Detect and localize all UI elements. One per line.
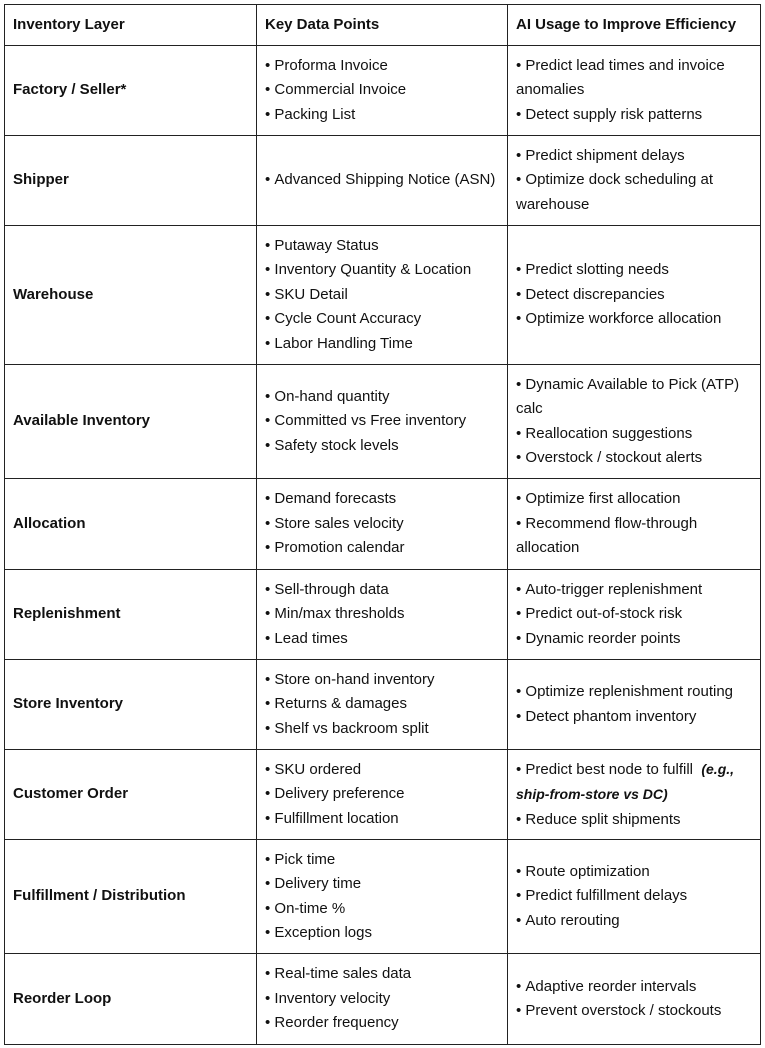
header-inventory-layer: Inventory Layer bbox=[5, 5, 257, 46]
layer-cell: Warehouse bbox=[5, 226, 257, 365]
layer-cell: Store Inventory bbox=[5, 660, 257, 750]
data-points-cell bbox=[257, 570, 508, 660]
list-item: • Committed vs Free inventory bbox=[265, 409, 499, 433]
list-item: • Auto-trigger replenishment bbox=[516, 578, 752, 602]
list-item: • Shelf vs backroom split bbox=[265, 717, 499, 741]
layer-cell: Shipper bbox=[5, 136, 257, 226]
data-points-cell bbox=[257, 46, 508, 136]
list-item: • Sell-through data bbox=[265, 578, 499, 602]
list-item: • Promotion calendar bbox=[265, 536, 499, 560]
list-item: • Commercial Invoice bbox=[265, 78, 499, 102]
data-points-cell bbox=[257, 660, 508, 750]
ai-usage-cell bbox=[508, 479, 761, 570]
table-row bbox=[5, 840, 761, 954]
data-points-cell bbox=[257, 954, 508, 1045]
table-row bbox=[5, 750, 761, 840]
ai-usage-cell bbox=[508, 954, 761, 1045]
inventory-ai-table bbox=[4, 4, 761, 1045]
ai-usage-cell bbox=[508, 226, 761, 365]
list-item: • Reduce split shipments bbox=[516, 808, 752, 832]
table-row bbox=[5, 479, 761, 570]
list-item: • Store sales velocity bbox=[265, 512, 499, 536]
ai-usage-cell bbox=[508, 365, 761, 479]
list-item: • Dynamic reorder points bbox=[516, 627, 752, 651]
list-item: • Predict fulfillment delays bbox=[516, 884, 752, 908]
list-item: • On-hand quantity bbox=[265, 385, 499, 409]
ai-usage-cell bbox=[508, 660, 761, 750]
list-item: • Auto rerouting bbox=[516, 909, 752, 933]
table-row bbox=[5, 660, 761, 750]
list-item: • Route optimization bbox=[516, 860, 752, 884]
list-item: • Pick time bbox=[265, 848, 499, 872]
ai-usage-cell bbox=[508, 136, 761, 226]
list-item: • Delivery time bbox=[265, 872, 499, 896]
layer-cell: Factory / Seller* bbox=[5, 46, 257, 136]
table-row bbox=[5, 136, 761, 226]
table-row bbox=[5, 954, 761, 1045]
layer-cell: Replenishment bbox=[5, 570, 257, 660]
list-item: • Cycle Count Accuracy bbox=[265, 307, 499, 331]
ai-usage-cell bbox=[508, 46, 761, 136]
data-points-cell bbox=[257, 840, 508, 954]
list-item: • Packing List bbox=[265, 103, 499, 127]
list-item: • Optimize workforce allocation bbox=[516, 307, 752, 331]
list-item: • Predict slotting needs bbox=[516, 258, 752, 282]
list-item: • Demand forecasts bbox=[265, 487, 499, 511]
list-item: • Detect discrepancies bbox=[516, 283, 752, 307]
list-item: • Proforma Invoice bbox=[265, 54, 499, 78]
list-item: • Inventory Quantity & Location bbox=[265, 258, 499, 282]
example-note: (e.g., ship-from-store vs DC) bbox=[516, 760, 735, 803]
list-item: • Exception logs bbox=[265, 921, 499, 945]
ai-usage-cell bbox=[508, 840, 761, 954]
list-item: • SKU Detail bbox=[265, 283, 499, 307]
list-item: • Min/max thresholds bbox=[265, 602, 499, 626]
layer-cell: Fulfillment / Distribution bbox=[5, 840, 257, 954]
list-item: • Safety stock levels bbox=[265, 434, 499, 458]
list-item: • Lead times bbox=[265, 627, 499, 651]
list-item: • Predict out-of-stock risk bbox=[516, 602, 752, 626]
list-item: • Optimize replenishment routing bbox=[516, 680, 752, 704]
table-row bbox=[5, 46, 761, 136]
list-item: • Overstock / stockout alerts bbox=[516, 446, 752, 470]
table-header-row bbox=[5, 5, 761, 46]
list-item: • Putaway Status bbox=[265, 234, 499, 258]
header-key-data-points: Key Data Points bbox=[257, 5, 508, 46]
data-points-cell bbox=[257, 479, 508, 570]
list-item: • Predict shipment delays bbox=[516, 144, 752, 168]
list-item: • Labor Handling Time bbox=[265, 332, 499, 356]
list-item: • Prevent overstock / stockouts bbox=[516, 999, 752, 1023]
list-item: • SKU ordered bbox=[265, 758, 499, 782]
list-item: • Fulfillment location bbox=[265, 807, 499, 831]
list-item: • Adaptive reorder intervals bbox=[516, 975, 752, 999]
list-item bbox=[516, 757, 752, 808]
data-points-cell bbox=[257, 750, 508, 840]
list-item: • Dynamic Available to Pick (ATP) calc bbox=[516, 373, 752, 422]
list-item: • Recommend flow-through allocation bbox=[516, 512, 752, 561]
list-item: • Reorder frequency bbox=[265, 1011, 499, 1035]
list-item: • Optimize dock scheduling at warehouse bbox=[516, 168, 752, 217]
table-row bbox=[5, 365, 761, 479]
list-item: • Reallocation suggestions bbox=[516, 422, 752, 446]
ai-usage-cell bbox=[508, 750, 761, 840]
list-item: • Store on-hand inventory bbox=[265, 668, 499, 692]
data-points-cell bbox=[257, 365, 508, 479]
header-ai-usage: AI Usage to Improve Efficiency bbox=[508, 5, 761, 46]
list-item: • Returns & damages bbox=[265, 692, 499, 716]
list-item: • Detect phantom inventory bbox=[516, 705, 752, 729]
layer-cell: Available Inventory bbox=[5, 365, 257, 479]
list-item: • Real-time sales data bbox=[265, 962, 499, 986]
data-points-cell bbox=[257, 136, 508, 226]
table-row bbox=[5, 226, 761, 365]
list-item: • Inventory velocity bbox=[265, 987, 499, 1011]
data-points-cell bbox=[257, 226, 508, 365]
list-item: • Detect supply risk patterns bbox=[516, 103, 752, 127]
list-item-text: Predict best node to fulfill bbox=[525, 760, 694, 778]
list-item: • Predict lead times and invoice anomalies bbox=[516, 54, 752, 103]
layer-cell: Customer Order bbox=[5, 750, 257, 840]
list-item: • Optimize first allocation bbox=[516, 487, 752, 511]
table-row bbox=[5, 570, 761, 660]
layer-cell: Allocation bbox=[5, 479, 257, 570]
list-item: • Delivery preference bbox=[265, 782, 499, 806]
ai-usage-cell bbox=[508, 570, 761, 660]
list-item: • On-time % bbox=[265, 897, 499, 921]
layer-cell: Reorder Loop bbox=[5, 954, 257, 1045]
list-item: • Advanced Shipping Notice (ASN) bbox=[265, 168, 499, 192]
